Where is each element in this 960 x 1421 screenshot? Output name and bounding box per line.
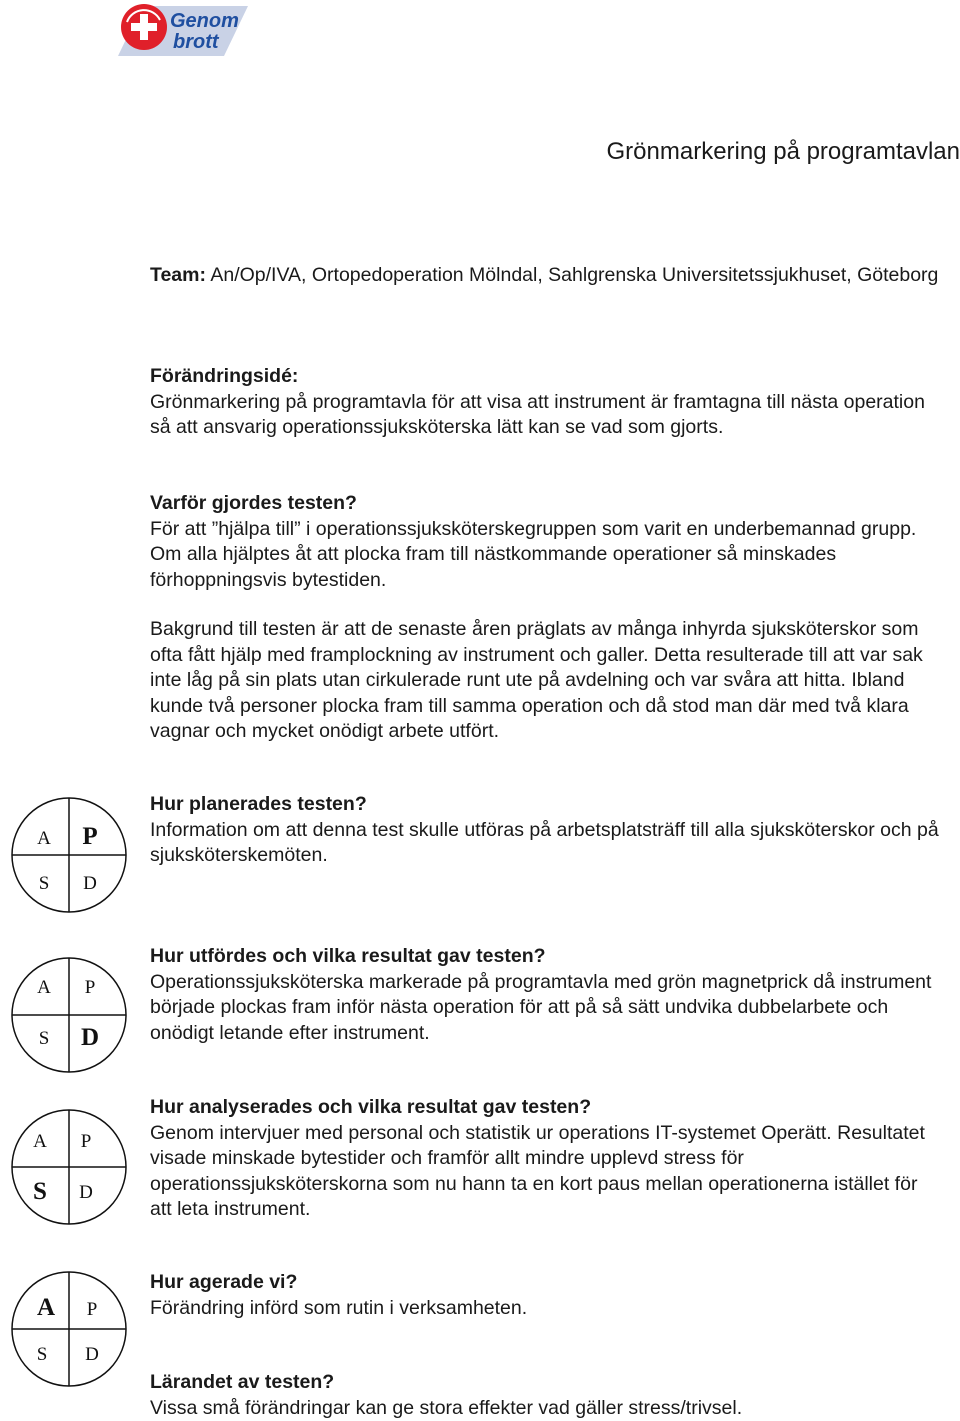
why-text: För att ”hjälpa till” i operationssjuksköterskegruppen som varit en underbemannad grupp. Om alla hjälptes åt att plocka fram till nästkommande operationer så minskades förhoppningsvis bytestiden. (150, 517, 917, 591)
pdsa-circle-act (10, 1270, 128, 1388)
why-section (150, 491, 940, 593)
act-section (150, 1270, 940, 1321)
plan-text: Information om att denna test skulle utföras på arbetsplatsträff till alla sjuksköterskor och på sjuksköterskemöten. (150, 818, 939, 867)
team-section (150, 263, 940, 289)
do-section (150, 944, 940, 1046)
pdsa-circle-plan (10, 796, 128, 914)
pdsa-circle-do (10, 956, 128, 1074)
pdsa-letter-s: S (38, 873, 50, 894)
pdsa-letter-p: P (82, 823, 98, 850)
plan-section (150, 792, 940, 869)
why-label: Varför gjordes testen? (150, 492, 357, 514)
act-text: Förändring införd som rutin i verksamheten. (150, 1296, 528, 1319)
plan-label: Hur planerades testen? (150, 793, 367, 815)
change-idea-section (150, 364, 940, 441)
do-text: Operationssjuksköterska markerade på programtavla med grön magnetprick då instrument började plockas fram inför nästa operation för att på så sätt undvika dubbelarbete och onödigt letande efter instrument. (150, 970, 932, 1044)
learning-text: Vissa små förändringar kan ge stora effekter vad gäller stress/trivsel. (150, 1396, 743, 1419)
pdsa-letter-a: A (33, 1131, 47, 1152)
pdsa-letter-d: D (79, 1182, 93, 1203)
do-label: Hur utfördes och vilka resultat gav testen? (150, 945, 546, 967)
study-text: Genom intervjuer med personal och statistik ur operations IT-systemet Operätt. Resultatet visade minskade bytestider och framför allt mindre upplevd stress för operationssjuksköterskorna som nu hann ta en kort paus mellan operationerna istället för att leta instrument. (150, 1121, 925, 1221)
pdsa-letter-d: D (85, 1344, 99, 1365)
pdsa-letter-d: D (80, 1024, 100, 1051)
change-idea-label: Förändringsidé: (150, 365, 299, 387)
genombrott-logo (118, 0, 250, 58)
background-section (150, 617, 940, 745)
page-title: Grönmarkering på programtavlan (606, 138, 960, 165)
act-label: Hur agerade vi? (150, 1271, 298, 1293)
pdsa-letter-a: A (37, 828, 51, 849)
pdsa-letter-a: A (36, 1294, 56, 1321)
change-idea-text: Grönmarkering på programtavla för att visa att instrument är framtagna till nästa operation så att ansvarig operationssjuksköterska lätt kan se vad som gjorts. (150, 390, 925, 439)
logo-word-brott: brott (173, 31, 219, 53)
team-text: An/Op/IVA, Ortopedoperation Mölndal, Sahlgrenska Universitetssjukhuset, Göteborg (210, 264, 939, 286)
team-label: Team: (150, 264, 206, 286)
learning-label: Lärandet av testen? (150, 1371, 335, 1393)
logo-graphic (118, 0, 250, 58)
pdsa-letter-s: S (38, 1028, 50, 1049)
logo-word-genom: Genom (170, 10, 239, 32)
study-section (150, 1095, 940, 1223)
background-text: Bakgrund till testen är att de senaste åren präglats av många inhyrda sjuksköterskor som ofta fått hjälp med framplockning av instrument och galler. Detta resulterade till att var sak inte låg på sin plats utan cirkulerade runt ute på avdelning och var svåra att hitta. Ibland kunde två personer plocka fram till samma operation och då stod man där med två klara vagnar och mycket onödigt arbete utfört. (150, 618, 923, 743)
pdsa-letter-p: P (86, 1299, 98, 1320)
pdsa-circle-study (10, 1108, 128, 1226)
pdsa-letter-a: A (37, 977, 51, 998)
pdsa-letter-p: P (84, 977, 96, 998)
pdsa-letter-p: P (80, 1131, 92, 1152)
study-label: Hur analyserades och vilka resultat gav testen? (150, 1096, 592, 1118)
learning-section (150, 1370, 940, 1421)
pdsa-letter-s: S (36, 1344, 48, 1365)
pdsa-letter-s: S (33, 1178, 47, 1205)
pdsa-letter-d: D (83, 873, 97, 894)
